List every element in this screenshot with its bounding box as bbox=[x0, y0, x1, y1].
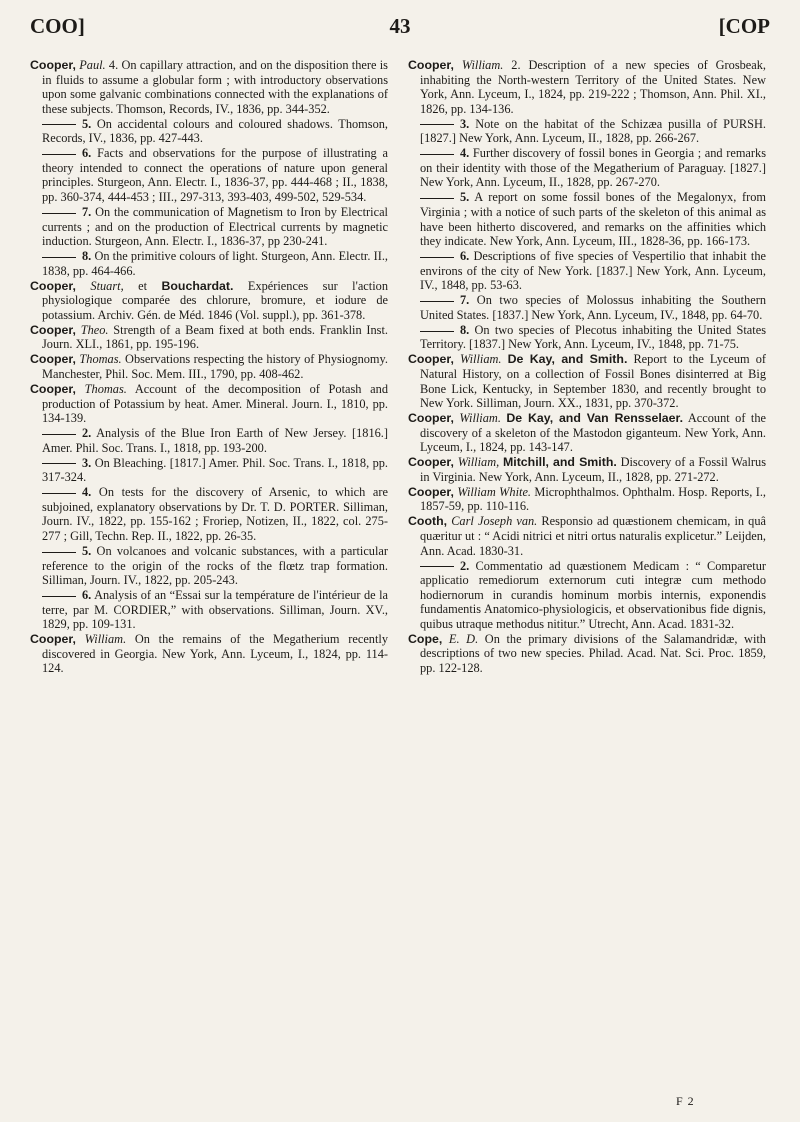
author-given-name: Theo. bbox=[80, 322, 109, 337]
continuation-dash bbox=[420, 566, 454, 567]
bib-entry bbox=[408, 249, 766, 293]
entry-number: 3. bbox=[82, 455, 92, 470]
continuation-dash bbox=[420, 124, 454, 125]
entry-text: Description of a new species of Grosbeak, inhabiting the North-western Territory of the United States. New York, Ann. Lyceum, I., 1824, pp. 219-222 ; Thomson, Ann. Phil. XI., 1826, pp. 134-136. bbox=[420, 58, 767, 116]
coauthor-name: De Kay, and Van Rensselaer. bbox=[506, 411, 684, 426]
entry-number: 3. bbox=[460, 116, 470, 131]
entry-text: On accidental colours and coloured shadows. Thomson, Records, IV., 1836, pp. 427-443. bbox=[42, 116, 388, 146]
header-right: [COP bbox=[718, 14, 770, 38]
bib-entry bbox=[408, 58, 766, 116]
bib-entry bbox=[30, 323, 388, 352]
continuation-dash bbox=[42, 434, 76, 435]
author-given-name: William, bbox=[457, 455, 500, 470]
entry-number: 2. bbox=[460, 558, 470, 573]
entry-text: Analysis of the Blue Iron Earth of New Jersey. [1816.] Amer. Phil. Soc. Trans. I., 1818, pp. 193-200. bbox=[42, 426, 388, 455]
entry-text: A report on some fossil bones of the Megalonyx, from Virginia ; with a notice of such parts of the skeleton of this animal as have been hitherto discovered, and remarks on the affinities which they indicate. New York, Ann. Lyceum, III., 1828-36, pp. 166-173. bbox=[420, 190, 766, 249]
entry-text: Note on the habitat of the Schizæa pusilla of PURSH. [1827.] New York, Ann. Lyceum, II., 1828, pp. 266-267. bbox=[420, 116, 766, 146]
author-given-name: Thomas. bbox=[84, 382, 127, 397]
entry-text: On the primary divisions of the Salamandridæ, with descriptions of two new species. Philad. Acad. Nat. Sci. Proc. 1859, pp. 122-128. bbox=[420, 631, 766, 675]
entry-number: 6. bbox=[460, 249, 470, 264]
entry-text: On volcanoes and volcanic substances, with a particular reference to the origin of the rocks of the flœtz trap formation. Silliman, Journ. IV., 1822, pp. 205-243. bbox=[42, 544, 388, 588]
author-given-name: E. D. bbox=[448, 631, 479, 646]
entry-text: Responsio ad quæstionem chemicam, in quâ quæritur ut : “ Acidi nitrici et nitri ortus naturalis explicetur.” Leijden, Ann. Acad. 1830-31. bbox=[420, 514, 766, 558]
continuation-dash bbox=[420, 331, 454, 332]
signature-mark: F 2 bbox=[676, 1094, 695, 1108]
bib-entry bbox=[30, 456, 388, 485]
entry-text: On tests for the discovery of Arsenic, to which are subjoined, explanatory observations by Dr. T. D. PORTER. Silliman, Journ. IV., 1822, pp. 155-162 ; Froriep, Notizen, II., 1822, col. 275-277 ; Gill, Techn. Rep. II., 1822, pp. 26-35. bbox=[42, 485, 388, 543]
continuation-dash bbox=[420, 257, 454, 258]
entry-text: On capillary attraction, and on the disposition there is in fluids to assume a globular form ; with introductory observations upon some galvanic combinations connected with the explanations of these subjects. Thomson, Records, IV., 1836, pp. 344-352. bbox=[42, 58, 388, 116]
bib-entry bbox=[408, 514, 766, 558]
entry-text: On Bleaching. [1817.] Amer. Phil. Soc. Trans. I., 1818, pp. 317-324. bbox=[42, 455, 388, 485]
coauthor-name: Mitchill, and Smith. bbox=[502, 455, 617, 470]
author-surname: Cooper, bbox=[30, 58, 76, 72]
author-given-name: William. bbox=[459, 411, 501, 426]
entry-text: Account of the decomposition of Potash and production of Potassium by heat. Amer. Mineral. Journ. I., 1810, pp. 134-139. bbox=[42, 382, 389, 426]
right-column bbox=[408, 58, 766, 676]
author-given-name: Paul. bbox=[79, 58, 106, 72]
continuation-dash bbox=[42, 596, 76, 597]
bib-entry bbox=[30, 117, 388, 146]
bib-entry bbox=[30, 205, 388, 249]
continuation-dash bbox=[42, 257, 76, 258]
entry-text: Descriptions of five species of Vespertilio that inhabit the environs of the city of New York. [1837.] New York, Ann. Lyceum, IV., 1848, pp. 53-63. bbox=[420, 249, 766, 293]
bib-entry bbox=[408, 293, 766, 322]
entry-number: 8. bbox=[82, 249, 92, 264]
entry-number: 5. bbox=[460, 190, 470, 205]
author-given-name: Thomas. bbox=[79, 352, 122, 367]
author-surname: Cooth, bbox=[408, 514, 448, 529]
continuation-dash bbox=[42, 124, 76, 125]
author-surname: Cooper, bbox=[408, 455, 454, 470]
entry-number: 4. bbox=[82, 485, 92, 500]
entry-text: Observations respecting the history of Physiognomy. Manchester, Phil. Soc. Mem. III., 1790, pp. 408-462. bbox=[42, 352, 388, 381]
coauthor-name: De Kay, and Smith. bbox=[507, 352, 628, 367]
bib-entry bbox=[408, 117, 766, 146]
author-surname: Cooper, bbox=[408, 58, 454, 72]
entry-number: 5. bbox=[82, 116, 92, 131]
entry-number: 2. bbox=[82, 426, 92, 441]
bib-entry bbox=[408, 146, 766, 190]
entry-number: 5. bbox=[82, 544, 92, 559]
entry-text: On the communication of Magnetism to Iron by Electrical currents ; and on the production of Electrical currents by magnetic induction. Sturgeon, Ann. Electr. I., 1836-37, pp 230-241. bbox=[42, 204, 388, 249]
entry-text: Facts and observations for the purpose of illustrating a theory intended to connect the operations of nature upon general principles. Sturgeon, Ann. Electr. I., 1836-37, pp. 444-468 ; II., 1838, pp. 360-374, 444-453 ; III., 297-313, 393-403, 499-502, 529-534. bbox=[42, 146, 388, 204]
entry-text: Commentatio ad quæstionem Medicam : “ Comparetur applicatio remediorum externorum cuti integræ cum methodo hodiernorum in curandis hominum morbis internis, exponendis fundamentis Anatomico-physiologicis, et observationibus fide dignis, quibus utraque methodus nititur.” Utrecht, Ann. Acad. 1831-32. bbox=[420, 558, 766, 631]
bib-entry bbox=[30, 485, 388, 543]
entry-number: 7. bbox=[460, 293, 470, 308]
bib-entry bbox=[408, 455, 766, 484]
author-given-name: Carl Joseph van. bbox=[451, 514, 538, 529]
bib-entry bbox=[408, 485, 766, 514]
bib-entry bbox=[408, 559, 766, 632]
entry-number: 6. bbox=[82, 146, 92, 161]
entry-text: On two species of Plecotus inhabiting the United States Territory. [1837.] New York, Ann. Lyceum, IV., 1848, pp. 71-75. bbox=[420, 322, 767, 352]
continuation-dash bbox=[420, 198, 454, 199]
header-left: COO] bbox=[30, 14, 85, 38]
entry-text: Further discovery of fossil bones in Georgia ; and remarks on their identity with those of the Megatherium of Paraguay. [1827.] New York, Ann. Lyceum, II., 1828, pp. 267-270. bbox=[420, 146, 766, 190]
bib-entry bbox=[408, 352, 766, 410]
bib-entry bbox=[30, 632, 388, 676]
page-number: 43 bbox=[389, 14, 411, 38]
author-given-name: William White. bbox=[457, 484, 532, 499]
continuation-dash bbox=[42, 154, 76, 155]
entry-text: Microphthalmos. Ophthalm. Hosp. Reports, I., 1857-59, pp. 110-116. bbox=[420, 484, 766, 514]
bib-entry bbox=[30, 588, 388, 632]
entry-number: 8. bbox=[460, 322, 470, 337]
coauthor-joiner: et bbox=[138, 278, 148, 293]
entry-text: On the remains of the Megatherium recently discovered in Georgia. New York, Ann. Lyceum, I., 1824, pp. 114-124. bbox=[42, 632, 388, 676]
entry-number: 6. bbox=[82, 588, 92, 603]
continuation-dash bbox=[42, 552, 76, 553]
bib-entry bbox=[408, 411, 766, 455]
entry-number: 7. bbox=[82, 204, 92, 219]
entry-text: On two species of Molossus inhabiting the Southern United States. [1837.] New York, Ann. Lyceum, IV., 1848, pp. 64-70. bbox=[420, 293, 767, 322]
bib-entry bbox=[408, 632, 766, 676]
bib-entry bbox=[30, 249, 388, 278]
bib-entry bbox=[30, 426, 388, 455]
bib-entry bbox=[30, 352, 388, 381]
author-surname: Cooper, bbox=[30, 352, 76, 367]
author-surname: Cooper, bbox=[408, 352, 454, 367]
author-surname: Cooper, bbox=[30, 632, 76, 647]
bib-entry bbox=[30, 544, 388, 588]
continuation-dash bbox=[42, 463, 76, 464]
continuation-dash bbox=[42, 213, 76, 214]
left-column bbox=[30, 58, 388, 676]
entry-text: Account of the discovery of a skeleton of the Mastodon giganteum. New York, Ann. Lyceum, I., 1824, pp. 143-147. bbox=[420, 411, 766, 455]
bib-entry bbox=[408, 323, 766, 352]
entry-number: 2. bbox=[511, 58, 521, 72]
bib-entry bbox=[30, 382, 388, 426]
author-surname: Cooper, bbox=[408, 411, 454, 426]
entry-text: Discovery of a Fossil Walrus in Virginia. New York, Ann. Lyceum, II., 1828, pp. 271-272. bbox=[420, 455, 767, 484]
author-given-name: William. bbox=[460, 352, 502, 367]
entry-text: Expériences sur l'action physiologique comparée des chlorure, bromure, et iodure de potassium. Archiv. Gén. de Méd. 1846 (Vol. suppl.), pp. 361-378. bbox=[42, 278, 388, 322]
entry-text: On the primitive colours of light. Sturgeon, Ann. Electr. II., 1838, pp. 464-466. bbox=[42, 249, 388, 278]
entry-text: Strength of a Beam fixed at both ends. Franklin Inst. Journ. XLI., 1861, pp. 195-196. bbox=[42, 322, 388, 352]
bib-entry bbox=[30, 279, 388, 323]
page-header bbox=[30, 14, 770, 40]
author-surname: Cope, bbox=[408, 631, 443, 646]
continuation-dash bbox=[420, 301, 454, 302]
author-surname: Cooper, bbox=[30, 278, 76, 293]
coauthor-name: Bouchardat. bbox=[161, 278, 234, 293]
author-surname: Cooper, bbox=[30, 322, 76, 337]
bib-entry bbox=[30, 58, 388, 116]
entry-text: Analysis of an “Essai sur la température de l'intérieur de la terre, par M. CORDIER,” with observations. Silliman, Journ. XV., 1829, pp. 109-131. bbox=[42, 588, 389, 632]
bib-entry bbox=[408, 190, 766, 248]
entry-number: 4. bbox=[108, 58, 119, 72]
author-given-name: Stuart, bbox=[90, 278, 124, 293]
author-surname: Cooper, bbox=[408, 484, 454, 499]
bib-entry bbox=[30, 146, 388, 204]
author-given-name: William. bbox=[461, 58, 504, 72]
continuation-dash bbox=[42, 493, 76, 494]
author-given-name: William. bbox=[84, 632, 127, 647]
continuation-dash bbox=[420, 154, 454, 155]
author-surname: Cooper, bbox=[30, 382, 76, 397]
entry-number: 4. bbox=[460, 146, 470, 161]
entry-text: Report to the Lyceum of Natural History, on a collection of Fossil Bones disinterred at Big Bone Lick, Kentucky, in September 1830, and recently brought to New York. Silliman, Journ. XX., 1831, pp. 370-372. bbox=[420, 352, 766, 411]
